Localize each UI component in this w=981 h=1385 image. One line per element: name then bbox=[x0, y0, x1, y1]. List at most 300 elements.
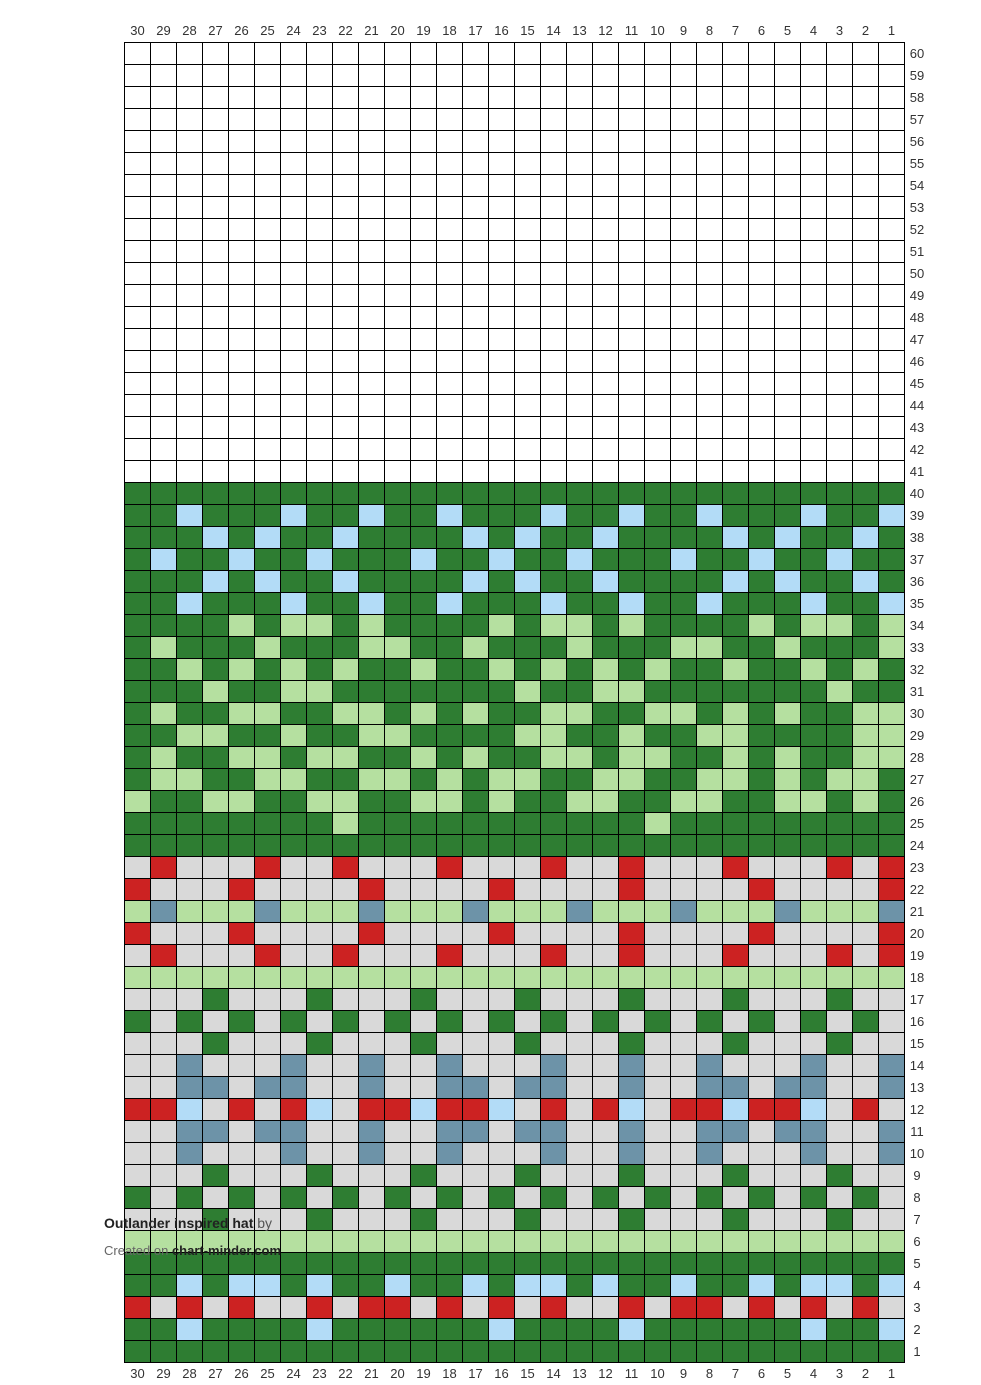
chart-cell-dark-green[interactable] bbox=[541, 1253, 567, 1275]
chart-cell-slate-blue[interactable] bbox=[177, 1077, 203, 1099]
chart-cell-dark-green[interactable] bbox=[697, 681, 723, 703]
chart-cell-grey[interactable] bbox=[463, 923, 489, 945]
chart-cell-dark-green[interactable] bbox=[827, 1209, 853, 1231]
chart-cell-white[interactable] bbox=[177, 175, 203, 197]
chart-cell-dark-green[interactable] bbox=[541, 813, 567, 835]
chart-cell-dark-green[interactable] bbox=[749, 725, 775, 747]
chart-cell-dark-green[interactable] bbox=[463, 615, 489, 637]
chart-cell-dark-green[interactable] bbox=[307, 505, 333, 527]
chart-cell-light-green[interactable] bbox=[645, 813, 671, 835]
chart-cell-white[interactable] bbox=[203, 417, 229, 439]
chart-cell-dark-green[interactable] bbox=[749, 747, 775, 769]
chart-cell-red[interactable] bbox=[229, 1099, 255, 1121]
chart-cell-white[interactable] bbox=[359, 109, 385, 131]
chart-cell-white[interactable] bbox=[723, 351, 749, 373]
chart-cell-grey[interactable] bbox=[307, 1077, 333, 1099]
chart-cell-light-blue[interactable] bbox=[775, 527, 801, 549]
chart-cell-light-green[interactable] bbox=[411, 1231, 437, 1253]
chart-cell-dark-green[interactable] bbox=[749, 835, 775, 857]
chart-cell-light-green[interactable] bbox=[879, 615, 905, 637]
chart-cell-light-blue[interactable] bbox=[203, 527, 229, 549]
chart-cell-light-green[interactable] bbox=[671, 703, 697, 725]
chart-cell-dark-green[interactable] bbox=[333, 505, 359, 527]
chart-cell-dark-green[interactable] bbox=[723, 637, 749, 659]
chart-cell-white[interactable] bbox=[463, 219, 489, 241]
chart-cell-white[interactable] bbox=[151, 175, 177, 197]
chart-cell-dark-green[interactable] bbox=[723, 1033, 749, 1055]
chart-cell-dark-green[interactable] bbox=[697, 571, 723, 593]
chart-cell-dark-green[interactable] bbox=[463, 1341, 489, 1363]
chart-cell-dark-green[interactable] bbox=[541, 483, 567, 505]
chart-cell-dark-green[interactable] bbox=[671, 1341, 697, 1363]
chart-cell-light-blue[interactable] bbox=[463, 1275, 489, 1297]
chart-cell-light-green[interactable] bbox=[359, 769, 385, 791]
chart-cell-red[interactable] bbox=[723, 945, 749, 967]
chart-cell-dark-green[interactable] bbox=[359, 835, 385, 857]
chart-cell-white[interactable] bbox=[541, 417, 567, 439]
chart-cell-dark-green[interactable] bbox=[307, 1341, 333, 1363]
chart-cell-white[interactable] bbox=[307, 219, 333, 241]
chart-cell-grey[interactable] bbox=[385, 879, 411, 901]
chart-cell-dark-green[interactable] bbox=[801, 813, 827, 835]
chart-cell-white[interactable] bbox=[749, 307, 775, 329]
chart-cell-dark-green[interactable] bbox=[255, 593, 281, 615]
chart-cell-white[interactable] bbox=[541, 197, 567, 219]
chart-cell-white[interactable] bbox=[411, 131, 437, 153]
chart-cell-light-blue[interactable] bbox=[697, 593, 723, 615]
chart-cell-light-green[interactable] bbox=[879, 725, 905, 747]
chart-cell-light-blue[interactable] bbox=[801, 1275, 827, 1297]
chart-cell-white[interactable] bbox=[229, 285, 255, 307]
chart-cell-slate-blue[interactable] bbox=[359, 901, 385, 923]
chart-cell-dark-green[interactable] bbox=[619, 1033, 645, 1055]
chart-cell-dark-green[interactable] bbox=[177, 1187, 203, 1209]
chart-cell-white[interactable] bbox=[307, 197, 333, 219]
chart-cell-dark-green[interactable] bbox=[541, 549, 567, 571]
chart-cell-red[interactable] bbox=[255, 945, 281, 967]
chart-cell-dark-green[interactable] bbox=[671, 1319, 697, 1341]
chart-cell-light-green[interactable] bbox=[281, 901, 307, 923]
chart-cell-grey[interactable] bbox=[281, 879, 307, 901]
chart-cell-white[interactable] bbox=[619, 87, 645, 109]
chart-cell-white[interactable] bbox=[749, 153, 775, 175]
chart-cell-dark-green[interactable] bbox=[489, 835, 515, 857]
chart-cell-slate-blue[interactable] bbox=[281, 1143, 307, 1165]
chart-cell-light-green[interactable] bbox=[775, 747, 801, 769]
chart-cell-dark-green[interactable] bbox=[125, 1319, 151, 1341]
chart-cell-dark-green[interactable] bbox=[489, 571, 515, 593]
chart-cell-dark-green[interactable] bbox=[619, 1209, 645, 1231]
chart-cell-white[interactable] bbox=[385, 131, 411, 153]
chart-cell-grey[interactable] bbox=[879, 1165, 905, 1187]
chart-cell-white[interactable] bbox=[801, 197, 827, 219]
chart-cell-grey[interactable] bbox=[255, 1165, 281, 1187]
chart-cell-red[interactable] bbox=[723, 857, 749, 879]
chart-cell-slate-blue[interactable] bbox=[255, 1121, 281, 1143]
chart-cell-grey[interactable] bbox=[333, 1165, 359, 1187]
chart-cell-red[interactable] bbox=[125, 1099, 151, 1121]
chart-cell-dark-green[interactable] bbox=[281, 1319, 307, 1341]
chart-cell-dark-green[interactable] bbox=[697, 703, 723, 725]
chart-cell-red[interactable] bbox=[541, 945, 567, 967]
chart-cell-dark-green[interactable] bbox=[645, 637, 671, 659]
chart-cell-white[interactable] bbox=[281, 109, 307, 131]
chart-cell-white[interactable] bbox=[177, 241, 203, 263]
chart-cell-red[interactable] bbox=[541, 1099, 567, 1121]
chart-cell-light-green[interactable] bbox=[333, 659, 359, 681]
chart-cell-grey[interactable] bbox=[541, 1033, 567, 1055]
chart-cell-white[interactable] bbox=[697, 307, 723, 329]
chart-cell-white[interactable] bbox=[567, 219, 593, 241]
chart-cell-red[interactable] bbox=[359, 879, 385, 901]
chart-cell-dark-green[interactable] bbox=[255, 615, 281, 637]
chart-cell-dark-green[interactable] bbox=[515, 791, 541, 813]
chart-cell-grey[interactable] bbox=[333, 1297, 359, 1319]
chart-cell-white[interactable] bbox=[489, 43, 515, 65]
chart-cell-light-green[interactable] bbox=[593, 1231, 619, 1253]
chart-cell-dark-green[interactable] bbox=[853, 549, 879, 571]
chart-cell-light-green[interactable] bbox=[853, 901, 879, 923]
chart-cell-grey[interactable] bbox=[359, 1209, 385, 1231]
chart-cell-white[interactable] bbox=[463, 439, 489, 461]
chart-cell-dark-green[interactable] bbox=[255, 1341, 281, 1363]
chart-cell-grey[interactable] bbox=[801, 879, 827, 901]
chart-cell-light-blue[interactable] bbox=[801, 593, 827, 615]
chart-cell-dark-green[interactable] bbox=[125, 505, 151, 527]
chart-cell-slate-blue[interactable] bbox=[879, 901, 905, 923]
chart-cell-white[interactable] bbox=[593, 131, 619, 153]
chart-cell-grey[interactable] bbox=[541, 1165, 567, 1187]
chart-cell-light-green[interactable] bbox=[177, 725, 203, 747]
chart-cell-grey[interactable] bbox=[671, 1209, 697, 1231]
chart-cell-white[interactable] bbox=[697, 131, 723, 153]
chart-cell-dark-green[interactable] bbox=[151, 483, 177, 505]
chart-cell-dark-green[interactable] bbox=[411, 1341, 437, 1363]
chart-cell-white[interactable] bbox=[307, 241, 333, 263]
chart-cell-white[interactable] bbox=[515, 395, 541, 417]
chart-cell-grey[interactable] bbox=[749, 989, 775, 1011]
chart-cell-white[interactable] bbox=[151, 219, 177, 241]
chart-cell-light-green[interactable] bbox=[463, 967, 489, 989]
chart-cell-white[interactable] bbox=[177, 439, 203, 461]
chart-cell-slate-blue[interactable] bbox=[801, 1143, 827, 1165]
chart-cell-white[interactable] bbox=[697, 175, 723, 197]
chart-cell-white[interactable] bbox=[151, 373, 177, 395]
chart-cell-dark-green[interactable] bbox=[671, 681, 697, 703]
chart-cell-white[interactable] bbox=[619, 131, 645, 153]
chart-cell-white[interactable] bbox=[307, 109, 333, 131]
chart-cell-light-blue[interactable] bbox=[879, 1319, 905, 1341]
chart-cell-dark-green[interactable] bbox=[307, 637, 333, 659]
chart-cell-slate-blue[interactable] bbox=[281, 1055, 307, 1077]
chart-cell-grey[interactable] bbox=[463, 989, 489, 1011]
chart-cell-white[interactable] bbox=[229, 439, 255, 461]
chart-cell-red[interactable] bbox=[229, 879, 255, 901]
chart-cell-white[interactable] bbox=[619, 65, 645, 87]
chart-cell-white[interactable] bbox=[255, 43, 281, 65]
chart-cell-dark-green[interactable] bbox=[515, 747, 541, 769]
chart-cell-grey[interactable] bbox=[359, 945, 385, 967]
chart-cell-light-green[interactable] bbox=[853, 747, 879, 769]
chart-cell-white[interactable] bbox=[749, 439, 775, 461]
chart-cell-white[interactable] bbox=[385, 153, 411, 175]
chart-cell-dark-green[interactable] bbox=[671, 615, 697, 637]
chart-cell-dark-green[interactable] bbox=[385, 835, 411, 857]
chart-cell-dark-green[interactable] bbox=[203, 835, 229, 857]
chart-cell-light-green[interactable] bbox=[203, 681, 229, 703]
chart-cell-light-green[interactable] bbox=[359, 703, 385, 725]
chart-cell-grey[interactable] bbox=[593, 1143, 619, 1165]
chart-cell-grey[interactable] bbox=[801, 1209, 827, 1231]
chart-cell-white[interactable] bbox=[411, 307, 437, 329]
chart-cell-dark-green[interactable] bbox=[515, 593, 541, 615]
chart-cell-white[interactable] bbox=[593, 285, 619, 307]
chart-cell-dark-green[interactable] bbox=[567, 1275, 593, 1297]
chart-cell-grey[interactable] bbox=[255, 1033, 281, 1055]
chart-cell-dark-green[interactable] bbox=[333, 549, 359, 571]
chart-cell-grey[interactable] bbox=[749, 1055, 775, 1077]
chart-cell-grey[interactable] bbox=[437, 879, 463, 901]
chart-cell-grey[interactable] bbox=[645, 1099, 671, 1121]
chart-cell-white[interactable] bbox=[775, 153, 801, 175]
chart-cell-dark-green[interactable] bbox=[723, 681, 749, 703]
chart-cell-grey[interactable] bbox=[151, 1077, 177, 1099]
chart-cell-dark-green[interactable] bbox=[567, 483, 593, 505]
chart-cell-white[interactable] bbox=[593, 263, 619, 285]
chart-cell-dark-green[interactable] bbox=[645, 549, 671, 571]
chart-cell-dark-green[interactable] bbox=[333, 637, 359, 659]
chart-cell-white[interactable] bbox=[151, 461, 177, 483]
chart-cell-white[interactable] bbox=[827, 461, 853, 483]
chart-cell-dark-green[interactable] bbox=[437, 1341, 463, 1363]
chart-cell-light-green[interactable] bbox=[385, 901, 411, 923]
chart-cell-white[interactable] bbox=[437, 285, 463, 307]
chart-cell-dark-green[interactable] bbox=[229, 835, 255, 857]
chart-cell-dark-green[interactable] bbox=[619, 835, 645, 857]
chart-cell-white[interactable] bbox=[567, 395, 593, 417]
chart-cell-dark-green[interactable] bbox=[359, 659, 385, 681]
chart-cell-white[interactable] bbox=[229, 65, 255, 87]
chart-cell-light-green[interactable] bbox=[541, 725, 567, 747]
chart-cell-grey[interactable] bbox=[125, 945, 151, 967]
chart-cell-light-green[interactable] bbox=[645, 1231, 671, 1253]
chart-cell-white[interactable] bbox=[281, 219, 307, 241]
chart-cell-white[interactable] bbox=[463, 43, 489, 65]
chart-cell-white[interactable] bbox=[177, 285, 203, 307]
chart-cell-dark-green[interactable] bbox=[827, 593, 853, 615]
chart-cell-white[interactable] bbox=[307, 175, 333, 197]
chart-cell-grey[interactable] bbox=[827, 1187, 853, 1209]
chart-cell-grey[interactable] bbox=[281, 923, 307, 945]
chart-cell-dark-green[interactable] bbox=[437, 835, 463, 857]
chart-cell-grey[interactable] bbox=[827, 1077, 853, 1099]
chart-cell-grey[interactable] bbox=[645, 989, 671, 1011]
chart-cell-white[interactable] bbox=[827, 175, 853, 197]
chart-cell-white[interactable] bbox=[125, 43, 151, 65]
chart-cell-light-blue[interactable] bbox=[437, 505, 463, 527]
chart-cell-white[interactable] bbox=[203, 373, 229, 395]
chart-cell-white[interactable] bbox=[567, 175, 593, 197]
chart-cell-red[interactable] bbox=[125, 879, 151, 901]
chart-cell-white[interactable] bbox=[645, 395, 671, 417]
chart-cell-grey[interactable] bbox=[437, 1165, 463, 1187]
chart-cell-white[interactable] bbox=[619, 461, 645, 483]
chart-cell-light-green[interactable] bbox=[749, 1231, 775, 1253]
chart-cell-dark-green[interactable] bbox=[619, 571, 645, 593]
chart-cell-grey[interactable] bbox=[203, 1187, 229, 1209]
chart-cell-white[interactable] bbox=[125, 329, 151, 351]
chart-cell-white[interactable] bbox=[489, 439, 515, 461]
chart-cell-dark-green[interactable] bbox=[463, 549, 489, 571]
chart-cell-light-green[interactable] bbox=[333, 1231, 359, 1253]
chart-cell-light-green[interactable] bbox=[333, 901, 359, 923]
chart-cell-light-blue[interactable] bbox=[177, 1275, 203, 1297]
chart-cell-dark-green[interactable] bbox=[385, 813, 411, 835]
chart-cell-dark-green[interactable] bbox=[437, 637, 463, 659]
chart-cell-grey[interactable] bbox=[177, 1165, 203, 1187]
chart-cell-dark-green[interactable] bbox=[567, 1319, 593, 1341]
chart-cell-grey[interactable] bbox=[853, 923, 879, 945]
chart-cell-white[interactable] bbox=[645, 219, 671, 241]
chart-cell-slate-blue[interactable] bbox=[697, 1077, 723, 1099]
chart-cell-dark-green[interactable] bbox=[697, 1253, 723, 1275]
chart-cell-grey[interactable] bbox=[307, 879, 333, 901]
chart-cell-grey[interactable] bbox=[411, 1143, 437, 1165]
chart-cell-dark-green[interactable] bbox=[593, 813, 619, 835]
chart-cell-dark-green[interactable] bbox=[281, 549, 307, 571]
chart-cell-light-green[interactable] bbox=[567, 703, 593, 725]
chart-cell-white[interactable] bbox=[619, 439, 645, 461]
chart-cell-white[interactable] bbox=[229, 307, 255, 329]
chart-cell-grey[interactable] bbox=[879, 1187, 905, 1209]
chart-cell-white[interactable] bbox=[359, 241, 385, 263]
chart-cell-light-green[interactable] bbox=[307, 791, 333, 813]
chart-cell-dark-green[interactable] bbox=[385, 1011, 411, 1033]
chart-cell-grey[interactable] bbox=[567, 1297, 593, 1319]
chart-cell-grey[interactable] bbox=[385, 1077, 411, 1099]
chart-cell-white[interactable] bbox=[437, 307, 463, 329]
chart-cell-white[interactable] bbox=[151, 87, 177, 109]
chart-cell-light-blue[interactable] bbox=[229, 1275, 255, 1297]
chart-cell-dark-green[interactable] bbox=[567, 1253, 593, 1275]
chart-cell-light-green[interactable] bbox=[749, 901, 775, 923]
chart-cell-white[interactable] bbox=[567, 109, 593, 131]
chart-cell-white[interactable] bbox=[333, 197, 359, 219]
chart-cell-light-green[interactable] bbox=[619, 1231, 645, 1253]
chart-cell-white[interactable] bbox=[567, 241, 593, 263]
chart-cell-grey[interactable] bbox=[125, 1143, 151, 1165]
chart-cell-light-blue[interactable] bbox=[359, 505, 385, 527]
chart-cell-grey[interactable] bbox=[645, 1055, 671, 1077]
chart-cell-white[interactable] bbox=[645, 461, 671, 483]
chart-cell-white[interactable] bbox=[749, 461, 775, 483]
chart-cell-light-blue[interactable] bbox=[723, 1099, 749, 1121]
chart-cell-white[interactable] bbox=[619, 241, 645, 263]
chart-cell-grey[interactable] bbox=[203, 1143, 229, 1165]
chart-cell-white[interactable] bbox=[801, 329, 827, 351]
chart-cell-white[interactable] bbox=[385, 241, 411, 263]
chart-cell-white[interactable] bbox=[723, 219, 749, 241]
chart-cell-white[interactable] bbox=[229, 395, 255, 417]
chart-cell-dark-green[interactable] bbox=[333, 483, 359, 505]
chart-cell-light-blue[interactable] bbox=[749, 1275, 775, 1297]
chart-cell-red[interactable] bbox=[437, 857, 463, 879]
chart-cell-white[interactable] bbox=[593, 373, 619, 395]
chart-cell-dark-green[interactable] bbox=[489, 703, 515, 725]
chart-cell-dark-green[interactable] bbox=[593, 1341, 619, 1363]
chart-cell-white[interactable] bbox=[515, 219, 541, 241]
chart-cell-white[interactable] bbox=[775, 373, 801, 395]
chart-cell-dark-green[interactable] bbox=[229, 527, 255, 549]
chart-cell-white[interactable] bbox=[671, 285, 697, 307]
chart-cell-dark-green[interactable] bbox=[593, 483, 619, 505]
chart-cell-dark-green[interactable] bbox=[411, 483, 437, 505]
chart-cell-white[interactable] bbox=[827, 87, 853, 109]
chart-cell-white[interactable] bbox=[515, 373, 541, 395]
chart-cell-dark-green[interactable] bbox=[827, 835, 853, 857]
chart-cell-white[interactable] bbox=[645, 65, 671, 87]
chart-cell-white[interactable] bbox=[333, 87, 359, 109]
chart-cell-dark-green[interactable] bbox=[125, 483, 151, 505]
chart-cell-dark-green[interactable] bbox=[515, 1253, 541, 1275]
chart-cell-dark-green[interactable] bbox=[645, 1253, 671, 1275]
chart-cell-dark-green[interactable] bbox=[515, 1033, 541, 1055]
chart-cell-grey[interactable] bbox=[229, 989, 255, 1011]
chart-cell-light-blue[interactable] bbox=[489, 1099, 515, 1121]
chart-cell-slate-blue[interactable] bbox=[281, 1077, 307, 1099]
chart-cell-white[interactable] bbox=[749, 65, 775, 87]
chart-cell-white[interactable] bbox=[437, 263, 463, 285]
chart-cell-white[interactable] bbox=[411, 395, 437, 417]
chart-cell-light-blue[interactable] bbox=[801, 1099, 827, 1121]
chart-cell-white[interactable] bbox=[333, 417, 359, 439]
chart-cell-red[interactable] bbox=[281, 1099, 307, 1121]
chart-cell-white[interactable] bbox=[879, 87, 905, 109]
chart-cell-white[interactable] bbox=[463, 395, 489, 417]
chart-cell-grey[interactable] bbox=[177, 923, 203, 945]
chart-cell-light-green[interactable] bbox=[515, 1231, 541, 1253]
chart-cell-dark-green[interactable] bbox=[437, 659, 463, 681]
chart-cell-white[interactable] bbox=[541, 241, 567, 263]
chart-cell-white[interactable] bbox=[125, 307, 151, 329]
chart-cell-dark-green[interactable] bbox=[489, 1275, 515, 1297]
chart-cell-dark-green[interactable] bbox=[125, 1187, 151, 1209]
chart-cell-dark-green[interactable] bbox=[411, 1033, 437, 1055]
chart-cell-grey[interactable] bbox=[515, 1099, 541, 1121]
chart-cell-light-green[interactable] bbox=[385, 1231, 411, 1253]
chart-cell-white[interactable] bbox=[359, 131, 385, 153]
chart-cell-white[interactable] bbox=[827, 153, 853, 175]
chart-cell-dark-green[interactable] bbox=[593, 747, 619, 769]
chart-cell-light-green[interactable] bbox=[619, 747, 645, 769]
chart-cell-grey[interactable] bbox=[645, 945, 671, 967]
chart-cell-dark-green[interactable] bbox=[827, 1319, 853, 1341]
chart-cell-dark-green[interactable] bbox=[151, 571, 177, 593]
chart-cell-light-green[interactable] bbox=[151, 747, 177, 769]
chart-cell-white[interactable] bbox=[619, 417, 645, 439]
chart-cell-grey[interactable] bbox=[723, 879, 749, 901]
chart-cell-white[interactable] bbox=[515, 307, 541, 329]
chart-cell-white[interactable] bbox=[437, 153, 463, 175]
chart-cell-dark-green[interactable] bbox=[645, 769, 671, 791]
chart-cell-white[interactable] bbox=[567, 43, 593, 65]
chart-cell-dark-green[interactable] bbox=[515, 1209, 541, 1231]
chart-cell-white[interactable] bbox=[723, 285, 749, 307]
chart-cell-white[interactable] bbox=[489, 65, 515, 87]
chart-cell-light-green[interactable] bbox=[749, 615, 775, 637]
chart-cell-light-blue[interactable] bbox=[463, 527, 489, 549]
chart-cell-white[interactable] bbox=[749, 241, 775, 263]
